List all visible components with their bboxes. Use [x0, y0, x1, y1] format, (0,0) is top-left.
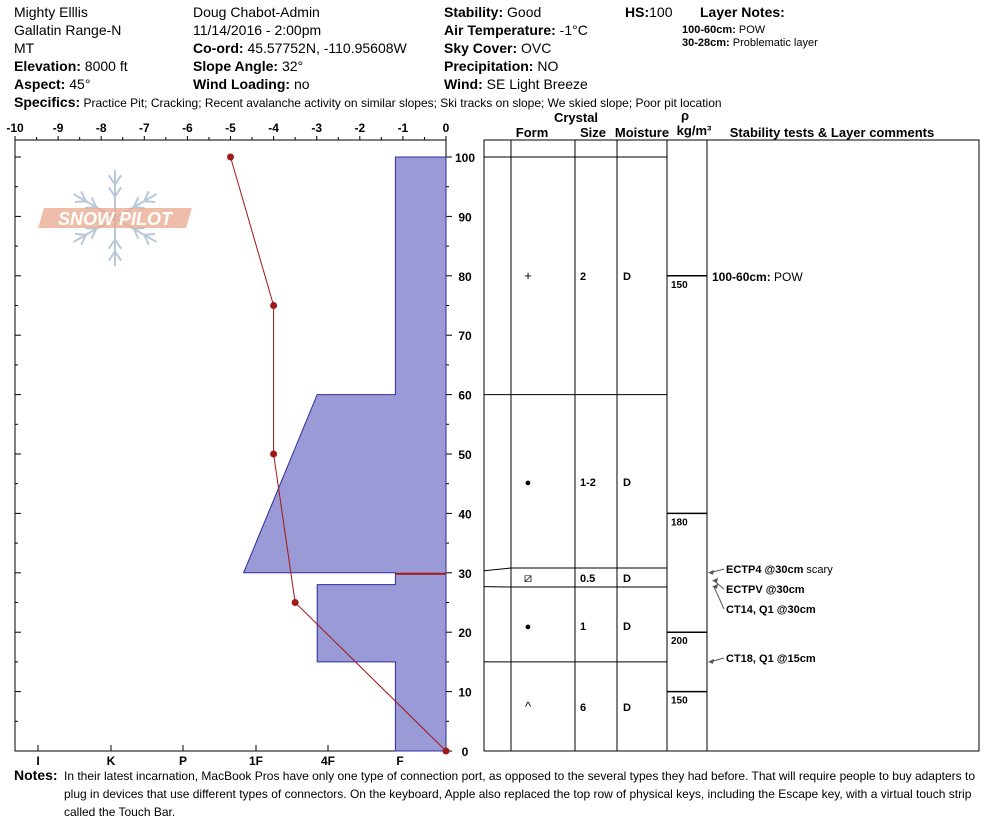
wind-label: Wind:: [444, 76, 483, 92]
stability-test: [726, 564, 833, 576]
grain-size: 1: [580, 621, 587, 633]
stability-test-comment: scary: [803, 564, 833, 576]
depth-tick-label: 70: [458, 329, 472, 344]
comments-header: Stability tests & Layer comments: [729, 125, 935, 140]
snowflake-branch: [75, 201, 86, 202]
density-value: 150: [671, 695, 688, 707]
temperature-point: [270, 451, 277, 458]
grain-size: 0.5: [580, 573, 596, 585]
density-value: 200: [671, 636, 688, 648]
snowpilot-logo: [38, 170, 192, 266]
depth-tick-label: 100: [454, 151, 476, 165]
temp-tick-label: -1: [397, 121, 409, 135]
sky-value: OVC: [521, 40, 552, 56]
snowflake-branch: [75, 234, 86, 235]
layer-note-1-text: POW: [738, 24, 766, 36]
wind-loading-label: Wind Loading:: [193, 76, 291, 92]
grain-size: 1-2: [580, 477, 596, 489]
slope-value: 32°: [281, 58, 304, 74]
hardness-tick-label: P: [178, 754, 188, 768]
layer-notes-title: Layer Notes:: [700, 4, 785, 20]
depth-tick-label: 10: [458, 685, 472, 700]
specifics-label: Specifics:: [14, 94, 81, 110]
connector-line: [484, 568, 511, 571]
layer-comment: [712, 270, 803, 284]
grain-form-symbol: ●: [524, 477, 532, 489]
density-header: kg/m³: [676, 123, 712, 138]
layer-note-2-text: Problematic layer: [732, 37, 818, 49]
depth-tick-label: 30: [458, 566, 472, 581]
slope-label: Slope Angle:: [193, 58, 279, 74]
temp-tick-label: -4: [268, 121, 279, 135]
snowflake-branch: [85, 207, 96, 208]
snowflake-branch: [144, 234, 155, 235]
location-name: Mighty Elllis: [14, 4, 88, 20]
test-arrowhead: [708, 570, 714, 575]
stability-value: Good: [507, 4, 542, 20]
stability-label: Stability:: [444, 4, 504, 20]
depth-tick-label: 80: [458, 269, 472, 284]
stability-test-label: ECTPV @30cm: [726, 584, 805, 596]
stability-test-label: ECTP4 @30cm: [726, 564, 804, 576]
layer-comment-text: POW: [770, 269, 803, 284]
observer: Doug Chabot-Admin: [193, 4, 320, 20]
stability-test: [726, 653, 816, 665]
grain-form-symbol: ^: [524, 699, 532, 714]
stability-test-label: CT14, Q1 @30cm: [726, 604, 816, 616]
size-header: Size: [579, 125, 607, 140]
elevation-label: Elevation:: [14, 58, 81, 74]
hardness-tick-label: F: [396, 754, 404, 768]
depth-tick-label: 50: [458, 448, 472, 462]
layer-note-2-range: 30-28cm:: [682, 37, 730, 49]
moisture: D: [623, 573, 631, 585]
air-temp-label: Air Temperature:: [444, 22, 556, 38]
temperature-point: [292, 599, 299, 606]
depth-tick-label: 40: [458, 507, 472, 522]
temp-tick-label: -5: [225, 121, 236, 135]
air-temp-value: -1°C: [559, 22, 588, 38]
range-name: Gallatin Range-N: [14, 22, 122, 38]
depth-tick-label: 20: [458, 626, 472, 641]
temp-tick-label: -10: [6, 121, 24, 135]
moisture: D: [623, 621, 631, 633]
form-header: Form: [515, 125, 549, 140]
moisture: D: [623, 270, 631, 283]
precip-value: NO: [537, 58, 559, 74]
temperature-point: [227, 154, 234, 161]
specifics-text: Practice Pit; Cracking; Recent avalanche activity on similar slopes; Ski tracks on slope; We skied slope; Poor pit location: [83, 96, 722, 110]
grain-form-symbol: ⧄: [523, 570, 533, 585]
hs-label: HS:: [625, 4, 650, 20]
depth-tick-label: 90: [458, 210, 472, 225]
state-name: MT: [14, 40, 35, 56]
coord-value: 45.57752N, -110.95608W: [247, 40, 407, 56]
temp-tick-label: 0: [442, 121, 450, 135]
depth-tick-label: 60: [458, 388, 472, 403]
stability-test: [726, 604, 816, 616]
precip-label: Precipitation:: [444, 58, 534, 74]
grain-form-symbol: ●: [524, 621, 532, 633]
crystal-header: Crystal: [553, 110, 599, 125]
stability-test: [726, 584, 805, 596]
temp-tick-label: -8: [95, 121, 107, 135]
datetime: 11/14/2016 - 2:00pm: [193, 22, 322, 38]
grain-size: 2: [580, 270, 587, 283]
layer-note-1-range: 100-60cm:: [682, 24, 736, 36]
wind-loading-value: no: [293, 76, 310, 92]
temperature-point: [443, 748, 450, 755]
hardness-tick-label: I: [36, 754, 40, 768]
notes: [14, 766, 992, 821]
test-arrow-line: [714, 587, 724, 609]
grain-form-symbol: +: [524, 267, 532, 283]
temp-tick-label: -3: [311, 121, 323, 135]
stability-test-label: CT18, Q1 @15cm: [726, 653, 816, 665]
notes-text: In their latest incarnation, MacBook Pros have only one type of connection port, as opposed to the several types they had before. That will require people to buy adapters to plug in devices that use different types of connectors. On the keyboard, Apple also replaced the top row of physical keys, including the Escape key, with a virtual touch strip called the Touch Bar.: [64, 769, 975, 819]
depth-tick-label: 0: [461, 745, 469, 759]
hardness-tick-label: 4F: [320, 754, 336, 768]
test-arrowhead: [708, 659, 714, 664]
temp-tick-label: -9: [52, 121, 64, 135]
density-value: 150: [671, 279, 688, 291]
grain-size: 6: [580, 702, 587, 714]
rho-header: ρ: [680, 108, 690, 123]
sky-label: Sky Cover:: [444, 40, 518, 56]
aspect-value: 45°: [69, 76, 91, 92]
moisture: D: [623, 477, 631, 489]
temp-tick-label: -6: [182, 121, 193, 135]
moisture: D: [623, 702, 631, 714]
coord-label: Co-ord:: [193, 40, 244, 56]
density-value: 180: [671, 517, 688, 529]
hardness-tick-label: 1F: [248, 754, 264, 768]
layer-comment-range: 100-60cm:: [712, 269, 771, 284]
snowflake-branch: [134, 207, 145, 208]
hardness-tick-label: K: [106, 754, 116, 768]
moisture-header: Moisture: [614, 125, 670, 140]
temperature-point: [270, 302, 277, 309]
temp-tick-label: -7: [138, 121, 150, 135]
elevation-value: 8000 ft: [84, 58, 128, 74]
snowflake-branch: [144, 201, 155, 202]
hs-value: 100: [649, 4, 673, 20]
logo-text: SNOW PILOT: [58, 209, 172, 229]
aspect-label: Aspect:: [14, 76, 66, 92]
wind-value: SE Light Breeze: [486, 76, 588, 92]
temp-tick-label: -2: [354, 121, 366, 135]
notes-label: Notes:: [14, 767, 58, 783]
